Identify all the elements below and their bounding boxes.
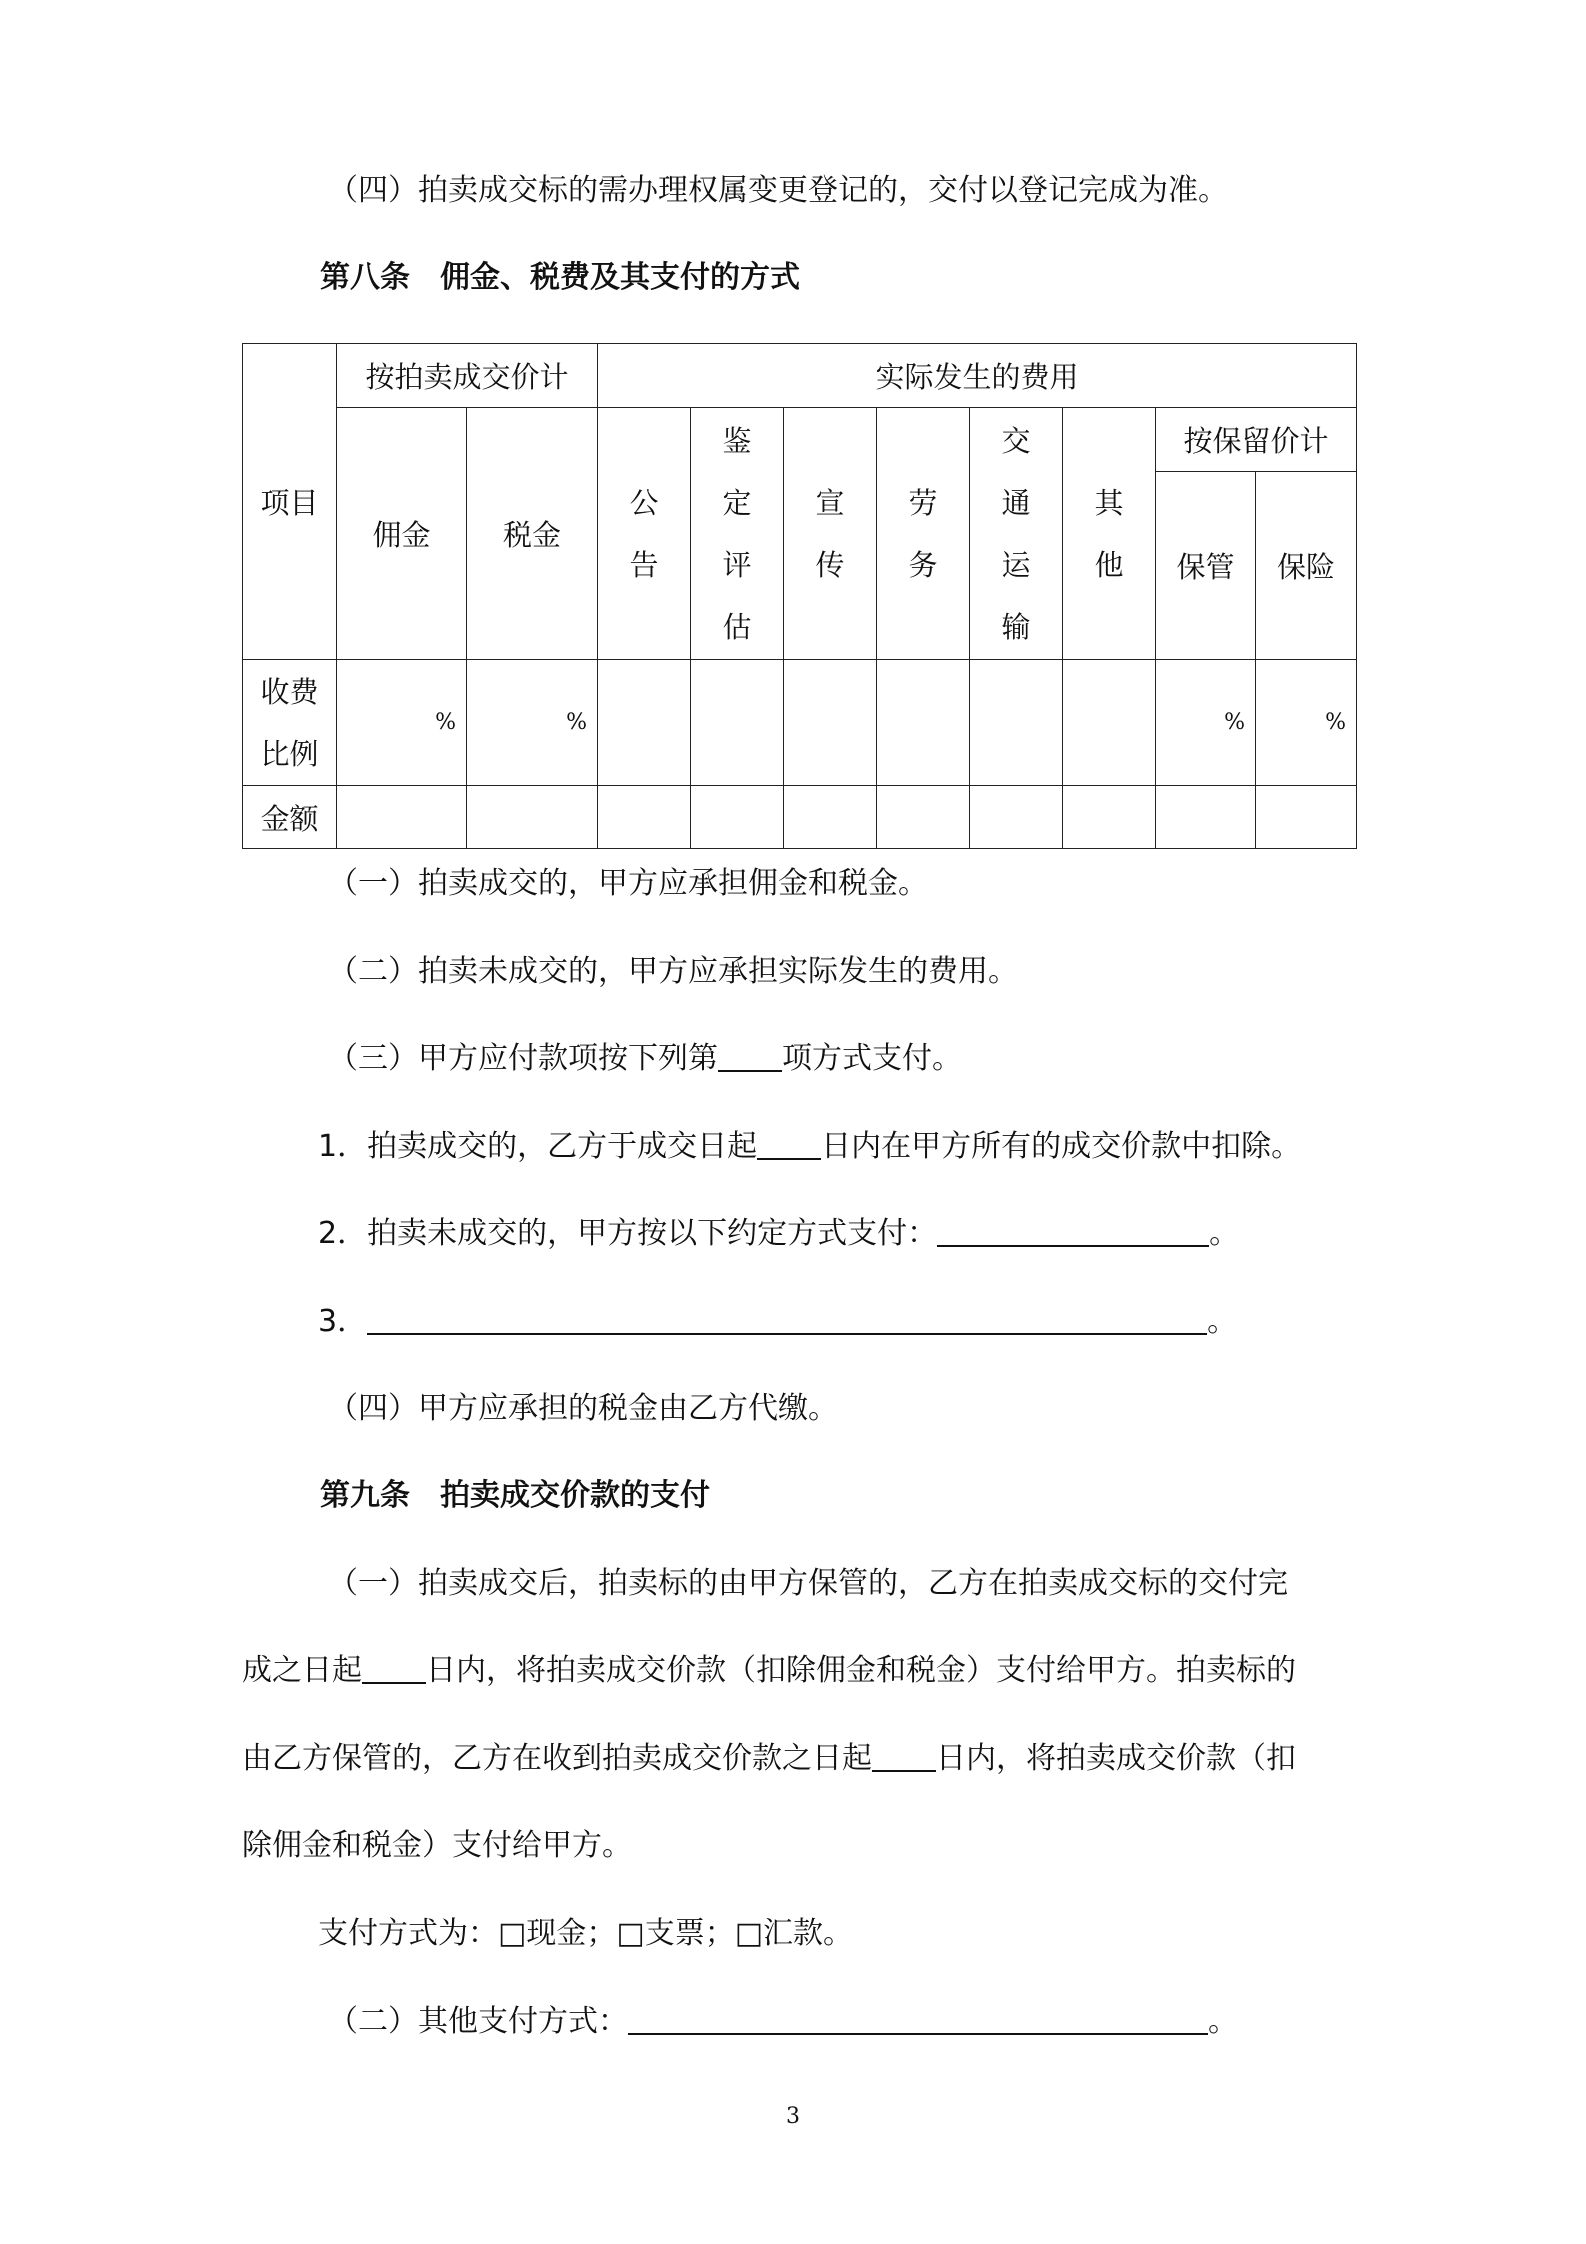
header-actual-costs: 实际发生的费用 — [598, 344, 1357, 408]
header-item: 项目 — [243, 344, 337, 660]
table-row-rate — [243, 660, 1357, 786]
paragraph-title-transfer: （四）拍卖成交标的需办理权属变更登记的，交付以登记完成为准。 — [328, 173, 1228, 208]
fill-blank[interactable] — [628, 2003, 1208, 2035]
cell-empty — [970, 660, 1063, 786]
article-8-heading: 第八条 佣金、税费及其支付的方式 — [320, 260, 800, 295]
row-label-rate: 收费 比例 — [243, 660, 337, 786]
header-commission: 佣金 — [337, 408, 467, 660]
paragraph: （二）其他支付方式： 。 — [328, 2004, 1238, 2039]
cell-empty — [691, 786, 784, 849]
cell-empty — [970, 786, 1063, 849]
row-label-amount: 金额 — [243, 786, 337, 849]
cell-empty — [784, 660, 877, 786]
header-by-reserve-price: 按保留价计 — [1156, 408, 1357, 472]
paragraph: 3． 。 — [318, 1304, 1238, 1339]
cell-empty — [691, 660, 784, 786]
fill-blank[interactable] — [757, 1128, 821, 1160]
paragraph: （三）甲方应付款项按下列第 项方式支付。 — [328, 1041, 962, 1076]
header-by-deal-price: 按拍卖成交价计 — [337, 344, 598, 408]
fee-table — [242, 343, 1357, 849]
page-number: 3 — [786, 2104, 800, 2129]
fill-blank[interactable] — [718, 1040, 782, 1072]
fill-blank[interactable] — [937, 1215, 1209, 1247]
paragraph: 由乙方保管的，乙方在收到拍卖成交价款之日起 日内，将拍卖成交价款（扣 — [242, 1741, 1296, 1776]
paragraph: 成之日起 日内，将拍卖成交价款（扣除佣金和税金）支付给甲方。拍卖标的 — [242, 1653, 1296, 1688]
cell-empty — [1063, 660, 1156, 786]
cell-empty — [598, 786, 691, 849]
cell-commission-rate: % — [337, 660, 467, 786]
header-appraisal: 鉴 定 评 估 — [691, 408, 784, 660]
cell-empty — [1256, 786, 1357, 849]
header-insurance: 保险 — [1256, 472, 1357, 660]
paragraph: （四）甲方应承担的税金由乙方代缴。 — [328, 1391, 838, 1426]
paragraph: （二）拍卖未成交的，甲方应承担实际发生的费用。 — [328, 954, 1018, 989]
header-publicity: 宣 传 — [784, 408, 877, 660]
article-9-heading: 第九条 拍卖成交价款的支付 — [320, 1478, 710, 1513]
cell-insurance-rate: % — [1256, 660, 1357, 786]
cell-empty — [877, 786, 970, 849]
cell-empty — [784, 786, 877, 849]
paragraph: 除佣金和税金）支付给甲方。 — [242, 1828, 632, 1863]
paragraph: （一）拍卖成交的，甲方应承担佣金和税金。 — [328, 866, 928, 901]
header-announcement: 公 告 — [598, 408, 691, 660]
cell-empty — [598, 660, 691, 786]
cell-empty — [877, 660, 970, 786]
header-transport: 交 通 运 输 — [970, 408, 1063, 660]
paragraph: （一）拍卖成交后，拍卖标的由甲方保管的，乙方在拍卖成交标的交付完 — [328, 1566, 1288, 1601]
cell-empty — [1156, 786, 1256, 849]
table-row-amount — [243, 786, 1357, 849]
cell-empty — [337, 786, 467, 849]
payment-method-options[interactable]: 支付方式为：□现金；□支票；□汇款。 — [318, 1916, 854, 1951]
header-custody: 保管 — [1156, 472, 1256, 660]
cell-empty — [1063, 786, 1156, 849]
cell-custody-rate: % — [1156, 660, 1256, 786]
header-labor: 劳 务 — [877, 408, 970, 660]
paragraph: 1．拍卖成交的，乙方于成交日起 日内在甲方所有的成交价款中扣除。 — [318, 1129, 1302, 1164]
paragraph: 2．拍卖未成交的，甲方按以下约定方式支付： 。 — [318, 1216, 1240, 1251]
fill-blank[interactable] — [872, 1740, 936, 1772]
header-other: 其 他 — [1063, 408, 1156, 660]
header-tax: 税金 — [467, 408, 598, 660]
cell-empty — [467, 786, 598, 849]
cell-tax-rate: % — [467, 660, 598, 786]
fill-blank[interactable] — [367, 1303, 1207, 1335]
fill-blank[interactable] — [362, 1652, 426, 1684]
